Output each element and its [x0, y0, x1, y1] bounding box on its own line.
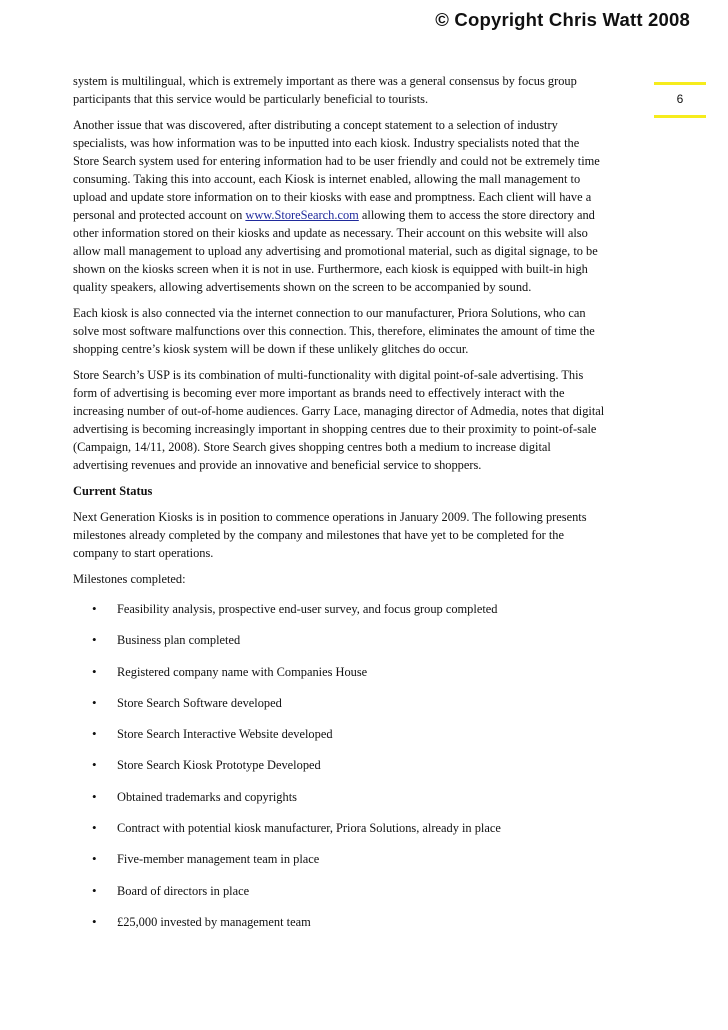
bullet-icon: •: [92, 726, 97, 742]
bullet-icon: •: [92, 694, 97, 710]
paragraph-usp: [73, 366, 663, 474]
text-line: Store Search’s USP is its combination of multi-functionality with digital point-of-sale advertising. This: [73, 368, 584, 382]
text-line: Next Generation Kiosks is in position to commence operations in January 2009. The following presents: [73, 510, 587, 524]
text-line: allow mall management to upload any advertising and promotional material, such as digital signage, to be: [73, 244, 598, 258]
bullet-icon: •: [92, 820, 97, 836]
text-line: Another issue that was discovered, after distributing a concept statement to a selection of industry: [73, 118, 558, 132]
milestone-text: Obtained trademarks and copyrights: [117, 789, 297, 804]
text-line: milestones already completed by the company and milestones that have yet to be completed for the: [73, 528, 564, 542]
text-fragment: allowing them to access the store directory and: [358, 208, 595, 222]
list-item: [73, 819, 663, 837]
text-line: advertising is becoming increasingly important in shopping centres due to their proximity to point-of-sale: [73, 422, 597, 436]
document-body: [73, 72, 663, 944]
storesearch-link[interactable]: www.StoreSearch.com: [245, 208, 359, 222]
bullet-icon: •: [92, 882, 97, 898]
paragraph-information-input: [73, 116, 663, 296]
text-line: company to start operations.: [73, 546, 214, 560]
paragraph-internet-connection: [73, 304, 663, 358]
page-number: 6: [676, 92, 684, 106]
bullet-icon: •: [92, 788, 97, 804]
milestone-text: £25,000 invested by management team: [117, 914, 311, 929]
text-line: specialists, was how information was to be inputted into each kiosk. Industry specialists noted that the: [73, 136, 580, 150]
text-line: participants that this service would be particularly beneficial to tourists.: [73, 92, 429, 106]
text-line: consuming. Taking this into account, each Kiosk is internet enabled, allowing the mall management to: [73, 172, 581, 186]
bullet-icon: •: [92, 757, 97, 773]
bullet-icon: •: [92, 632, 97, 648]
list-item: [73, 694, 663, 712]
text-line: Each kiosk is also connected via the internet connection to our manufacturer, Priora Solutions, who can: [73, 306, 586, 320]
milestone-text: Registered company name with Companies House: [117, 664, 368, 679]
bullet-icon: •: [92, 913, 97, 929]
milestone-text: Contract with potential kiosk manufacturer, Priora Solutions, already in place: [117, 821, 501, 836]
milestone-text: Feasibility analysis, prospective end-user survey, and focus group completed: [117, 602, 498, 616]
milestone-text: Store Search Kiosk Prototype Developed: [117, 758, 321, 773]
list-item: [73, 882, 663, 900]
text-line-with-link: [73, 206, 663, 224]
text-line: shopping centre’s kiosk system will be down if these unlikely glitches do occur.: [73, 342, 469, 356]
list-item: [73, 600, 663, 618]
list-item: [73, 850, 663, 868]
bullet-icon: •: [92, 851, 97, 867]
list-item: [73, 663, 663, 681]
milestone-text: Store Search Software developed: [117, 695, 282, 710]
milestone-text: Five-member management team in place: [117, 852, 320, 867]
list-item: [73, 756, 663, 774]
section-heading-current-status: Current Status: [73, 484, 153, 498]
text-fragment: personal and protected account on: [73, 208, 246, 222]
text-line: upload and update store information on to their kiosks with ease and promptness. Each client will have a: [73, 190, 592, 204]
text-line: other information stored on their kiosks and update as necessary. Their account on this website will also: [73, 226, 588, 240]
list-item: [73, 631, 663, 649]
list-item: [73, 725, 663, 743]
milestones-label: Milestones completed:: [73, 572, 186, 586]
milestone-text: Store Search Interactive Website developed: [117, 727, 333, 742]
bullet-icon: •: [92, 663, 97, 679]
list-item: [73, 913, 663, 931]
bullet-icon: •: [92, 601, 97, 616]
paragraph-commence-operations: [73, 508, 663, 562]
text-line: shown on the kiosks screen when it is not in use. Furthermore, each kiosk is equipped with built-in high: [73, 262, 588, 276]
text-line: increasing number of out-of-home audiences. Garry Lace, managing director of Admedia, notes that digital: [73, 404, 605, 418]
copyright-header: © Copyright Chris Watt 2008: [435, 9, 690, 30]
milestones-list: [73, 600, 663, 931]
text-line: form of advertising is becoming ever more important as brands need to effectively interact with the: [73, 386, 565, 400]
paragraph-multilingual: [73, 72, 663, 108]
text-line: quality speakers, allowing advertisements shown on the screen to be accompanied by sound.: [73, 280, 532, 294]
list-item: [73, 788, 663, 806]
milestone-text: Business plan completed: [117, 633, 241, 648]
text-line: advertising revenues and provide an innovative and beneficial service to shoppers.: [73, 458, 482, 472]
text-line: (Campaign, 14/11, 2008). Store Search gives shopping centres both a medium to increase digital: [73, 440, 551, 454]
text-line: solve most software malfunctions over this connection. This, therefore, eliminates the amount of time the: [73, 324, 595, 338]
text-line: Store Search system used for entering information had to be user friendly and could not be extremely time: [73, 154, 600, 168]
milestone-text: Board of directors in place: [117, 883, 250, 898]
text-line: system is multilingual, which is extremely important as there was a general consensus by focus group: [73, 74, 577, 88]
